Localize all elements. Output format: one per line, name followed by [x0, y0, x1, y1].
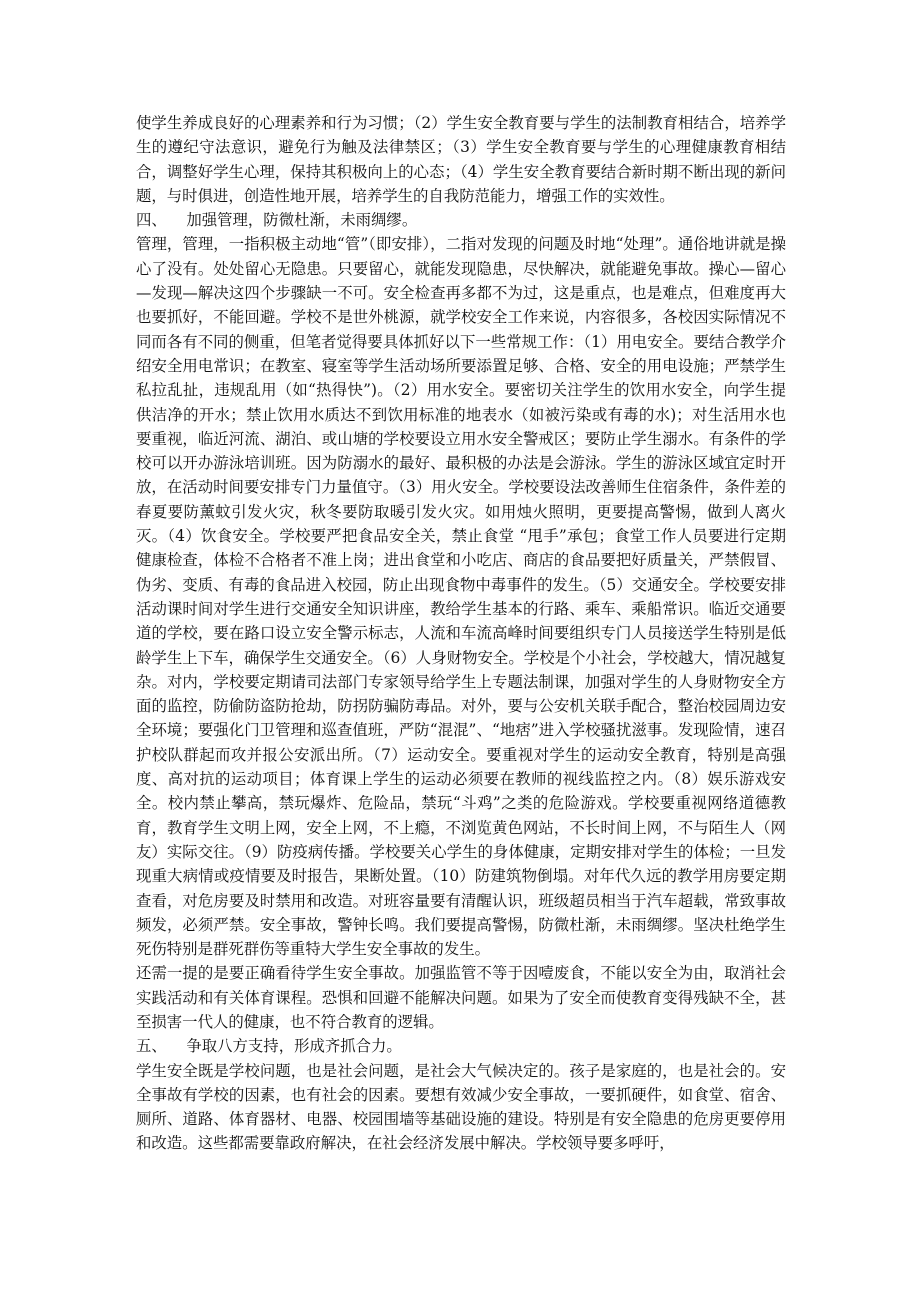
document-body [136, 111, 786, 1156]
paragraph-mental-health: 使学生养成良好的心理素养和行为习惯；（2）学生安全教育要与学生的法制教育相结合，培养学生的遵纪守法意识，避免行为触及法律禁区；（3）学生安全教育要与学生的心理健康教育相结合，调整好学生心理，保持其积极向上的心态；（4）学生安全教育要结合新时期不断出现的新问题，与时俱进，创造性地开展，培养学生的自我防范能力，增强工作的实效性。 [136, 114, 786, 205]
paragraph-accident-view: 还需一提的是要正确看待学生安全事故。加强监管不等于因噎废食，不能以安全为由，取消社会实践活动和有关体育课程。恐惧和回避不能解决问题。如果为了安全而使教育变得残缺不全，甚至损害一代人的健康，也不符合教育的逻辑。 [136, 964, 786, 1031]
paragraph-management: 管理，管理，一指积极主动地“管”（即安排），二指对发现的问题及时地“处理”。通俗地讲就是操心了没有。处处留心无隐患。只要留心，就能发现隐患，尽快解决，就能避免事故。操心—留心—发现—解决这四个步骤缺一不可。安全检查再多都不为过，这是重点，也是难点，但难度再大也要抓好，不能回避。学校不是世外桃源，就学校安全工作来说，内容很多，各校因实际情况不同而各有不同的侧重，但笔者觉得要具体抓好以下一些常规工作：（1）用电安全。要结合教学介绍安全用电常识；在教室、寝室等学生活动场所要添置足够、合格、安全的用电设施；严禁学生私拉乱扯，违规乱用（如“热得快”)。（2）用水安全。要密切关注学生的饮用水安全，向学生提供洁净的开水；禁止饮用水质达不到饮用标准的地表水（如被污染或有毒的水)；对生活用水也要重视，临近河流、湖泊、或山塘的学校要设立用水安全警戒区；要防止学生溺水。有条件的学校可以开办游泳培训班。因为防溺水的最好、最积极的办法是会游泳。学生的游泳区域宜定时开放，在活动时间要安排专门力量值守。（3）用火安全。学校要设法改善师生住宿条件，条件差的春夏要防薰蚊引发火灾，秋冬要防取暖引发火灾。如用烛火照明，更要提高警惕，做到人离火灭。（4）饮食安全。学校要严把食品安全关，禁止食堂 “甩手”承包；食堂工作人员要进行定期健康检查，体检不合格者不准上岗；进出食堂和小吃店、商店的食品要把好质量关，严禁假冒、伪劣、变质、有毒的食品进入校园，防止出现食物中毒事件的发生。（5）交通安全。学校要安排活动课时间对学生进行交通安全知识讲座，教给学生基本的行路、乘车、乘船常识。临近交通要道的学校，要在路口设立安全警示标志，人流和车流高峰时间要组织专门人员接送学生特别是低龄学生上下车，确保学生交通安全。（6）人身财物安全。学校是个小社会，学校越大，情况越复杂。对内，学校要定期请司法部门专家领导给学生上专题法制课，加强对学生的人身财物安全方面的监控，防偷防盗防抢劫，防拐防骗防毒品。对外，要与公安机关联手配合，整治校园周边安全环境；要强化门卫管理和巡查值班，严防“混混”、“地痞”进入学校骚扰滋事。发现险情，速召护校队群起而攻并报公安派出所。（7）运动安全。要重视对学生的运动安全教育，特别是高强度、高对抗的运动项目；体育课上学生的运动必须要在教师的视线监控之内。（8）娱乐游戏安全。校内禁止攀高，禁玩爆炸、危险品，禁玩“斗鸡”之类的危险游戏。学校要重视网络道德教育，教育学生文明上网，安全上网，不上瘾，不浏览黄色网站，不长时间上网，不与陌生人（网友）实际交往。（9）防疫病传播。学校要关心学生的身体健康，定期安排对学生的体检；一旦发现重大病情或疫情要及时报告，果断处置。（10）防建筑物倒塌。对年代久远的教学用房要定期查看，对危房要及时禁用和改造。对班容量要有清醒认识，班级超员相当于汽车超载，常致事故频发，必须严禁。安全事故，警钟长鸣。我们要提高警惕，防微杜渐，未雨绸缪。坚决杜绝学生死伤特别是群死群伤等重特大学生安全事故的发生。 [136, 235, 786, 959]
paragraph-social-support: 学生安全既是学校问题，也是社会问题，是社会大气候决定的。孩子是家庭的，也是社会的。安全事故有学校的因素，也有社会的因素。要想有效减少安全事故，一要抓硬件，如食堂、宿舍、厕所、道路、体育器材、电器、校园围墙等基础设施的建设。特别是有安全隐患的危房更要停用和改造。这些都需要靠政府解决，在社会经济发展中解决。学校领导要多呼吁， [136, 1061, 786, 1153]
section-heading-4: 四、 加强管理，防微杜渐，未雨绸缪。 [136, 211, 418, 230]
section-heading-5: 五、 争取八方支持，形成齐抓合力。 [136, 1037, 402, 1056]
